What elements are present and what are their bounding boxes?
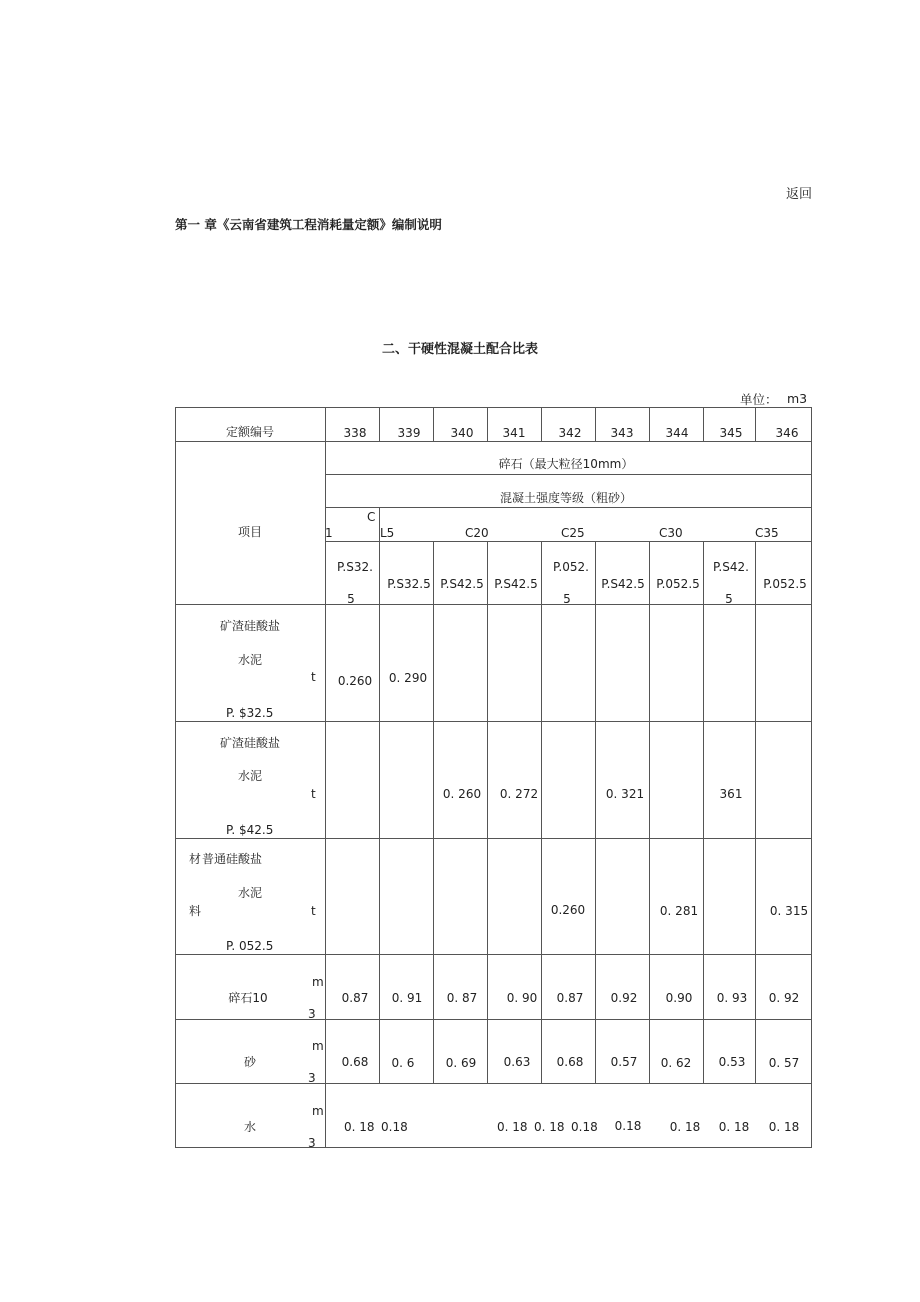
unit-label: 单位： [740,392,778,407]
cement-type: P.S42.5 [440,577,484,591]
table-cell: 0. 87 [446,991,478,1005]
table-cell: 0. 321 [605,787,645,801]
unit-value: m3 [787,391,808,406]
row-unit: m [312,975,324,989]
table-cell: 0.260 [550,903,586,917]
row-name: 矿渣硅酸盐 [219,736,281,750]
cement-type: P.S42.5 [601,577,645,591]
row-unit: t [311,670,316,684]
grade-c25: C25 [561,526,585,540]
quota-number: 344 [665,426,689,440]
table-cell: 0.87 [556,991,584,1005]
table-cell: 0. 6 [391,1056,415,1070]
table-cell: 0.18 [571,1120,598,1134]
row-name: 水泥 [237,886,263,900]
table-title: 二、干硬性混凝土配合比表 [381,342,538,357]
row-name: 矿渣硅酸盐 [219,619,281,633]
table-cell: 0. 272 [499,787,539,801]
quota-number: 342 [558,426,582,440]
table-cell: 0. 69 [445,1056,477,1070]
quota-number: 340 [450,426,474,440]
table-cell: 0. 290 [388,671,428,685]
table-cell: 0.63 [503,1055,531,1069]
cement-type-cont: 5 [347,592,355,606]
quota-number: 339 [397,426,421,440]
table-cell: 0.92 [610,991,638,1005]
quota-label: 定额编号 [225,425,275,439]
row-grade: P. $42.5 [226,823,274,837]
row-name: 水泥 [237,769,263,783]
material-side-label: 材 [189,852,202,866]
table-cell: 0.87 [341,991,369,1005]
grade-c30: C30 [659,526,683,540]
row-name: 碎石10 [228,991,268,1005]
table-cell: 0. 18 [718,1120,750,1134]
table-cell: 0. 93 [716,991,748,1005]
cement-type-cont: 5 [725,592,733,606]
row-unit: 3 [308,1007,316,1021]
row-unit: t [311,904,316,918]
table-cell: 0. 62 [660,1056,692,1070]
quota-number: 343 [610,426,634,440]
table-cell: 0. 18 [344,1120,375,1134]
row-name: 普通硅酸盐 [202,852,263,866]
return-link[interactable]: 返回 [786,187,813,202]
row-unit: m [312,1039,324,1053]
grade-c15-c: C [367,510,376,524]
chapter-title: 第一 章《云南省建筑工程消耗量定额》编制说明 [175,217,442,232]
table-cell: 361 [719,787,743,801]
table-cell: 0. 91 [391,991,423,1005]
row-name: 水 [243,1120,257,1134]
table-cell: 0. 18 [497,1120,528,1134]
quota-number: 338 [343,426,367,440]
row-name: 水泥 [237,653,263,667]
cement-type-cont: 5 [563,592,571,606]
table-cell: 0.90 [665,991,693,1005]
grade-c15-1: 1 [325,526,333,540]
cement-type: P.052.5 [763,577,807,591]
row-unit: t [311,787,316,801]
aggregate-header: 碎石（最大粒径10mm） [498,457,634,471]
cement-type: P.052.5 [656,577,700,591]
grade-c20: C20 [465,526,489,540]
table-cell: 0.18 [381,1120,408,1134]
cement-type: P.S42.5 [494,577,538,591]
strength-header: 混凝土强度等级（粗砂） [499,491,633,505]
material-side-label: 料 [189,904,202,918]
table-cell: 0.68 [556,1055,584,1069]
table-cell: 0. 18 [669,1120,701,1134]
table-cell: 0. 57 [768,1056,800,1070]
table-border [176,408,812,1148]
grade-c35: C35 [755,526,779,540]
table-cell: 0. 260 [442,787,482,801]
cement-type: P.S32. [337,560,373,574]
table-cell: 0. 92 [768,991,800,1005]
quota-number: 345 [719,426,743,440]
row-name: 砂 [243,1055,257,1069]
cement-type: P.S42. [713,560,749,574]
quota-number: 341 [502,426,526,440]
cement-type: P.052. [553,560,589,574]
table-cell: 0. 18 [534,1120,565,1134]
table-cell: 0.260 [337,674,373,688]
item-label: 项目 [237,525,263,539]
row-unit: 3 [308,1071,316,1085]
quota-number: 346 [775,426,799,440]
table-cell: 0. 281 [659,904,699,918]
row-grade: P. 052.5 [226,939,274,953]
row-grade: P. $32.5 [226,706,274,720]
table-cell: 0.18 [614,1119,642,1133]
row-unit: m [312,1104,324,1118]
table-cell: 0.53 [718,1055,746,1069]
table-cell: 0. 315 [769,904,809,918]
table-cell: 0. 90 [506,991,538,1005]
grade-c15-l5: L5 [380,526,395,540]
table-cell: 0.57 [610,1055,638,1069]
table-cell: 0.68 [341,1055,369,1069]
table-cell: 0. 18 [768,1120,800,1134]
cement-type: P.S32.5 [387,577,431,591]
row-unit: 3 [308,1136,316,1150]
